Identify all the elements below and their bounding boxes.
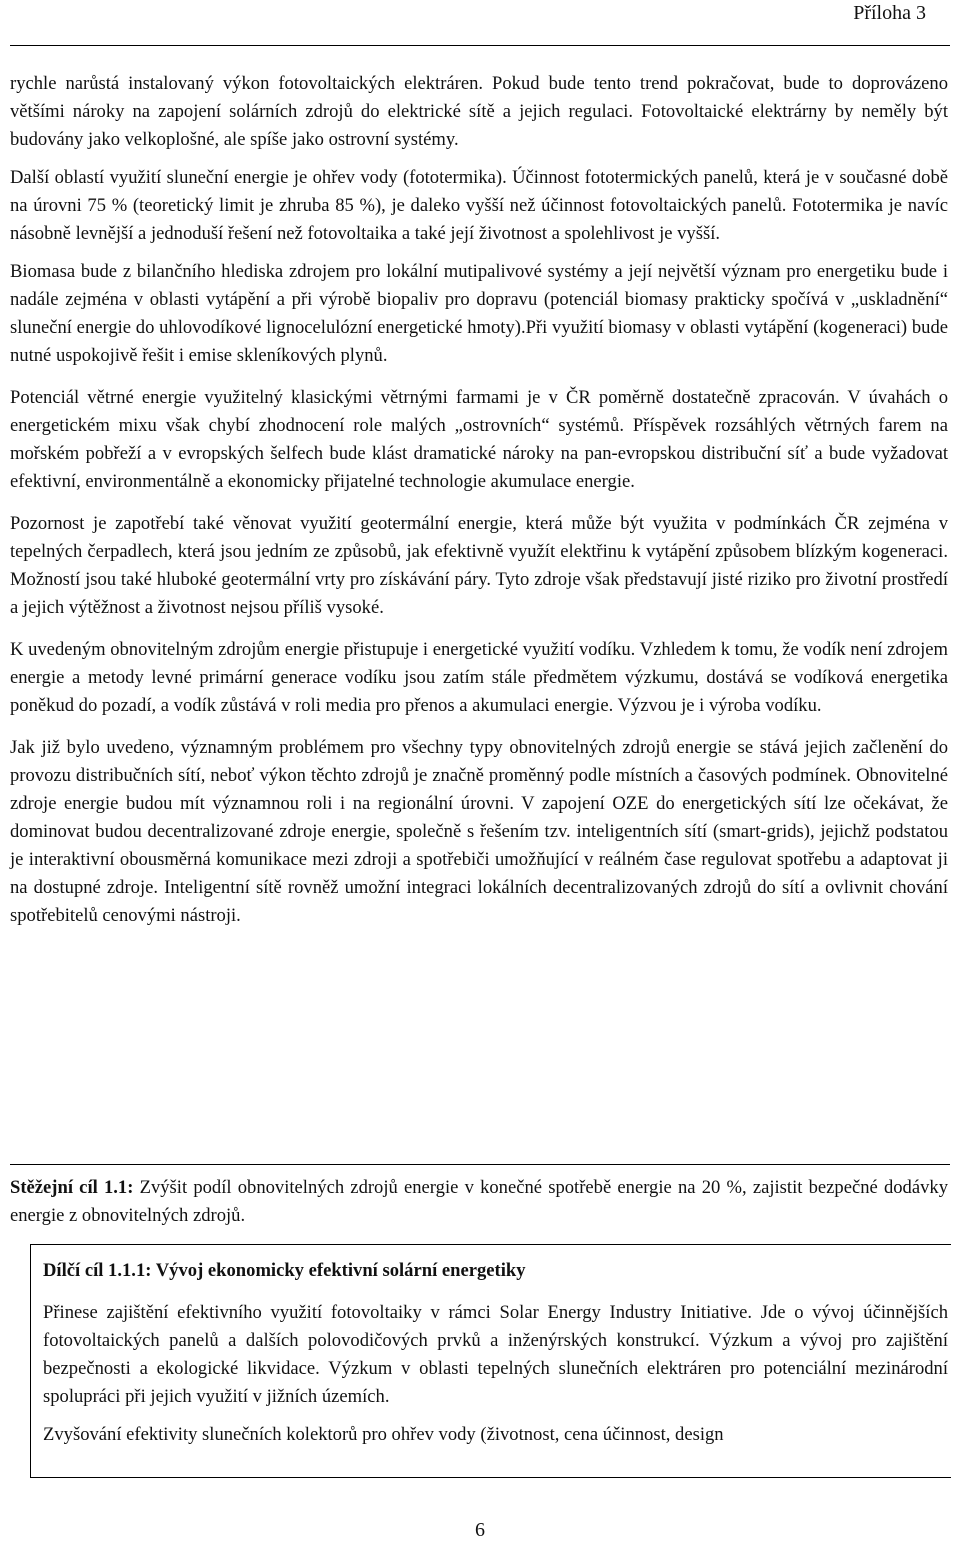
paragraph-wind: Potenciál větrné energie využitelný klasickými větrnými farmami je v ČR poměrně dostatečně zpracován. V úvahách o energetickém mixu však chybí zhodnocení role malých „ostrovních“ systémů. Příspěvek rozsáhlých větrných farem na mořském pobřeží a v evropských šelfech bude klást dramatické nároky na pan-evropskou distribuční síť a bude vyžadovat efektivní, environmentálně a ekonomicky přijatelné technologie akumulace energie. (10, 387, 948, 492)
paragraph-geothermal: Pozornost je zapotřebí také věnovat využití geotermální energie, která může být využita v podmínkách ČR zejména v tepelných čerpadlech, která jsou jedním ze způsobů, jak efektivně využít elektřinu k vytápění způsobem blízkým kogeneraci. Možností jsou také hluboké geotermální vrty pro získávání páry. Tyto zdroje však představují jisté riziko pro životní prostředí a jejich výtěžnost a životnost nejsou příliš vysoké. (10, 513, 948, 618)
paragraph-photovoltaics: rychle narůstá instalovaný výkon fotovoltaických elektráren. Pokud bude tento trend pokračovat, bude to doprovázeno většími nároky na zapojení solárních zdrojů do elektrické sítě a jejich regulaci. Fotovoltaické elektrárny by neměly být budovány jako velkoplošné, ale spíše jako ostrovní systémy. (10, 73, 948, 150)
paragraph-hydrogen: K uvedeným obnovitelným zdrojům energie přistupuje i energetické využití vodíku. Vzhledem k tomu, že vodík není zdrojem energie a metody levné primární generace vodíku jsou zatím stále předmětem výzkumu, dostává se vodíková energetika poněkud do pozadí, a vodík zůstává v roli media pro přenos a akumulaci energie. Výzvou je i výroba vodíku. (10, 639, 948, 716)
subgoal-paragraph: Přinese zajištění efektivního využití fotovoltaiky v rámci Solar Energy Industry Initiative. Jde o vývoj účinnějších fotovoltaických panelů a dalších polovodičových prvků a inženýrských konstrukcí. Výzkum a vývoj pro zajištění bezpečnosti a ekologické likvidace. Výzkum v oblasti tepelných slunečních elektráren pro potenciální mezinárodní spolupráci při jejich využití v jižních územích. (43, 1302, 948, 1407)
key-goal (10, 1174, 948, 1230)
paragraph-biomass: Biomasa bude z bilančního hlediska zdrojem pro lokální mutipalivové systémy a její největší význam pro energetiku bude i nadále zejména v oblasti vytápění a při výrobě biopaliv pro dopravu (potenciál biomasy prakticky spočívá v „uskladnění“ sluneční energie do uhlovodíkové lignocelulózní energetické hmoty).Při využití biomasy v oblasti vytápění (kogeneraci) bude nutné uspokojivě řešit i emise skleníkových plynů. (10, 261, 948, 366)
subgoal-paragraph: Zvyšování efektivity slunečních kolektorů pro ohřev vody (životnost, cena účinnost, design (43, 1424, 724, 1445)
section-divider (10, 1164, 950, 1165)
subgoal-box (30, 1244, 951, 1478)
page-number: 6 (475, 1519, 485, 1541)
key-goal-text: Zvýšit podíl obnovitelných zdrojů energie v konečné spotřebě energie na 20 %, zajistit bezpečné dodávky energie z obnovitelných zdrojů. (10, 1177, 948, 1226)
paragraph-phototermics: Další oblastí využití sluneční energie je ohřev vody (fototermika). Účinnost fototermických panelů, která je v současné době na úrovni 75 % (teoretický limit je zhruba 85 %), je daleko vyšší než účinnost fotovoltaických panelů. Fototermika je navíc násobně levnější a jednoduší řešení než fotovoltaika a také její životnost a spolehlivost je vyšší. (10, 167, 948, 244)
key-goal-label: Stěžejní cíl 1.1: (10, 1177, 134, 1198)
subgoal-title: Dílčí cíl 1.1.1: Vývoj ekonomicky efektivní solární energetiky (43, 1260, 526, 1281)
header-rule (10, 45, 950, 46)
paragraph-grid-integration: Jak již bylo uvedeno, významným problémem pro všechny typy obnovitelných zdrojů energie se stává jejich začlenění do provozu distribučních sítí, neboť výkon těchto zdrojů je značně proměnný podle místních a časových podmínek. Obnovitelné zdroje energie budou mít významnou roli i na regionální úrovni. V zapojení OZE do energetických sítí lze očekávat, že dominovat budou decentralizované zdroje energie, společně s řešením tzv. inteligentních sítí (smart-grids), jejichž podstatou je interaktivní obousměrná komunikace mezi zdroji a spotřebiči umožňující v reálném čase regulovat spotřebu a adaptovat ji na dostupné zdroje. Inteligentní sítě rovněž umožní integraci lokálních decentralizovaných zdrojů do sítí a ovlivnit chování spotřebitelů cenovými nástroji. (10, 737, 948, 926)
document-body (10, 70, 948, 940)
appendix-label: Příloha 3 (853, 2, 926, 24)
